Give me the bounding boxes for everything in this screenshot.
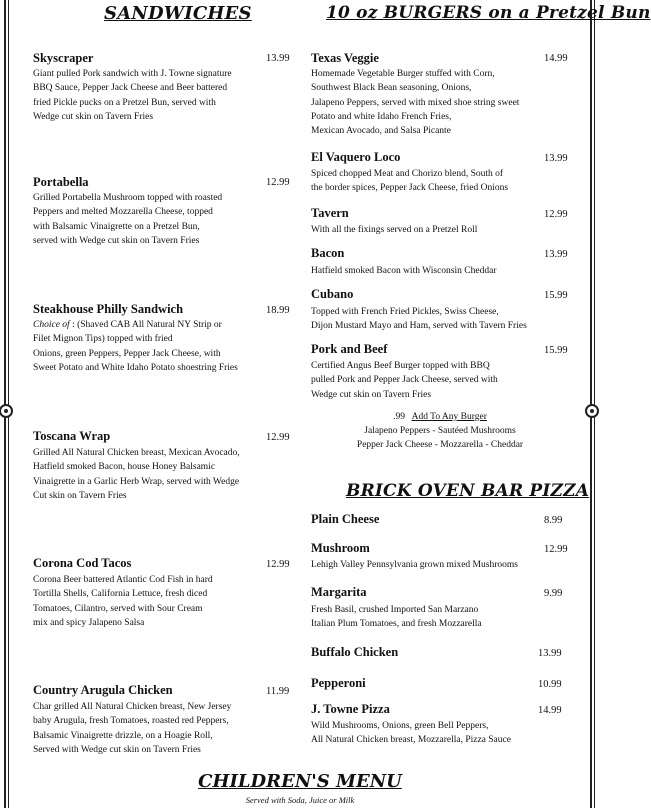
sandwich-name: Skyscraper [33,51,94,65]
burger-name: Cubano [311,287,354,301]
burger-description: Certified Angus Beef Burger topped with BBQ pulled Pork and Pepper Jack Cheese, served with Wedge cut skin on Tavern Fries [311,361,498,400]
burger-addons [310,410,570,452]
sandwich-price: 12.99 [266,177,290,188]
burger-price: 13.99 [544,249,568,260]
sandwich-price: 12.99 [266,559,290,570]
sandwich-description: Giant pulled Pork sandwich with J. Towne signature BBQ Sauce, Pepper Jack Cheese and Beer battered fried Pickle pucks on a Pretzel Bun, served with Wedge cut skin on Tavern Fries [33,69,232,122]
pizza-price: 14.99 [538,705,562,716]
burger-name: Tavern [311,206,349,220]
pizza-price: 9.99 [544,588,563,599]
sandwich-name: Portabella [33,175,89,189]
burger-name: Texas Veggie [311,51,379,65]
burger-price: 13.99 [544,153,568,164]
right-ornament-icon [585,404,599,418]
pizza-price: 8.99 [544,515,563,526]
sandwich-price: 12.99 [266,432,290,443]
sandwich-price: 18.99 [266,305,290,316]
addon-line: Jalapeno Peppers - Sautéed Mushrooms [364,426,516,436]
sandwich-name: Country Arugula Chicken [33,683,173,697]
pizza-name: Plain Cheese [311,512,380,526]
pizza-description: Lehigh Valley Pennsylvania grown mixed Mushrooms [311,560,518,570]
pizza-price: 13.99 [538,648,562,659]
pizza-name: Pepperoni [311,676,366,690]
burger-name: Pork and Beef [311,342,388,356]
burger-description: Spiced chopped Meat and Chorizo blend, South of the border spices, Pepper Jack Cheese, fried Onions [311,169,509,194]
burger-price: 15.99 [544,345,568,356]
sandwich-description: Grilled Portabella Mushroom topped with roasted Peppers and melted Mozzarella Cheese, topped with Balsamic Vinaigrette on a Pretzel Bun, served with Wedge cut skin on Tavern Fries [33,193,223,246]
burger-description: Topped with French Fried Pickles, Swiss Cheese, Dijon Mustard Mayo and Ham, served with Tavern Fries [311,307,527,332]
burger-price: 14.99 [544,53,568,64]
addon-line: Pepper Jack Cheese - Mozzarella - Cheddar [356,440,524,450]
pizza-name: J. Towne Pizza [311,702,390,716]
pizza-title: BRICK OVEN BAR PIZZA [346,481,590,501]
pizza-name: Margarita [311,585,367,599]
childrens-menu-title: CHILDREN'S MENU [198,771,402,792]
addon-price: .99 [393,412,405,422]
sandwich-name: Steakhouse Philly Sandwich [33,302,184,316]
burger-description: Homemade Vegetable Burger stuffed with Corn, Southwest Black Bean seasoning, Onions, Jalapeno Peppers, served with mixed shoe string sweet Potato and white Idaho French Fries, Mexican Avocado, and Salsa Picante [311,69,520,137]
sandwich-description: Choice of : (Shaved CAB All Natural NY Strip or Filet Mignon Tips) topped with fried Onions, green Peppers, Pepper Jack Cheese, with Sweet Potato and White Idaho Potato shoestring Fries [33,320,238,373]
left-ornament-icon [0,404,13,418]
burgers-title: 10 oz BURGERS on a Pretzel Bun [326,3,651,23]
sandwiches-title: SANDWICHES [104,3,252,24]
choice-label: Choice of [33,320,70,330]
sandwich-description: Grilled All Natural Chicken breast, Mexican Avocado, Hatfield smoked Bacon, house Honey Balsamic Vinaigrette in a Garlic Herb Wrap, served with Wedge Cut skin on Tavern Fries [33,448,240,501]
burger-name: El Vaquero Loco [311,150,401,164]
pizza-name: Mushroom [311,541,370,555]
pizza-name: Buffalo Chicken [311,645,399,659]
addon-label: Add To Any Burger [411,412,487,422]
pizza-description: Wild Mushrooms, Onions, green Bell Peppers, All Natural Chicken breast, Mozzarella, Pizza Sauce [311,721,511,746]
sandwich-price: 11.99 [266,686,290,697]
sandwich-price: 13.99 [266,53,290,64]
sandwich-description: Char grilled All Natural Chicken breast, New Jersey baby Arugula, fresh Tomatoes, roasted red Peppers, Balsamic Vinaigrette drizzle, on a Hoagie Roll, Served with Wedge cut skin on Tavern Fries [33,702,232,755]
burger-description: With all the fixings served on a Pretzel Roll [311,225,478,235]
pizza-price: 10.99 [538,679,562,690]
addon-header [310,410,570,424]
childrens-menu-subtitle: Served with Soda, Juice or Milk [245,795,355,805]
sandwich-name: Toscana Wrap [33,429,111,443]
sandwich-name: Corona Cod Tacos [33,556,132,570]
burger-price: 15.99 [544,290,568,301]
burger-name: Bacon [311,246,345,260]
sandwich-description: Corona Beer battered Atlantic Cod Fish in hard Tortilla Shells, California Lettuce, fresh diced Tomatoes, Cilantro, served with Sour Cream mix and spicy Jalapeno Salsa [33,575,213,628]
burger-description: Hatfield smoked Bacon with Wisconsin Cheddar [311,266,497,276]
pizza-description: Fresh Basil, crushed Imported San Marzano Italian Plum Tomatoes, and fresh Mozzarella [311,605,482,630]
burger-price: 12.99 [544,209,568,220]
pizza-price: 12.99 [544,544,568,555]
